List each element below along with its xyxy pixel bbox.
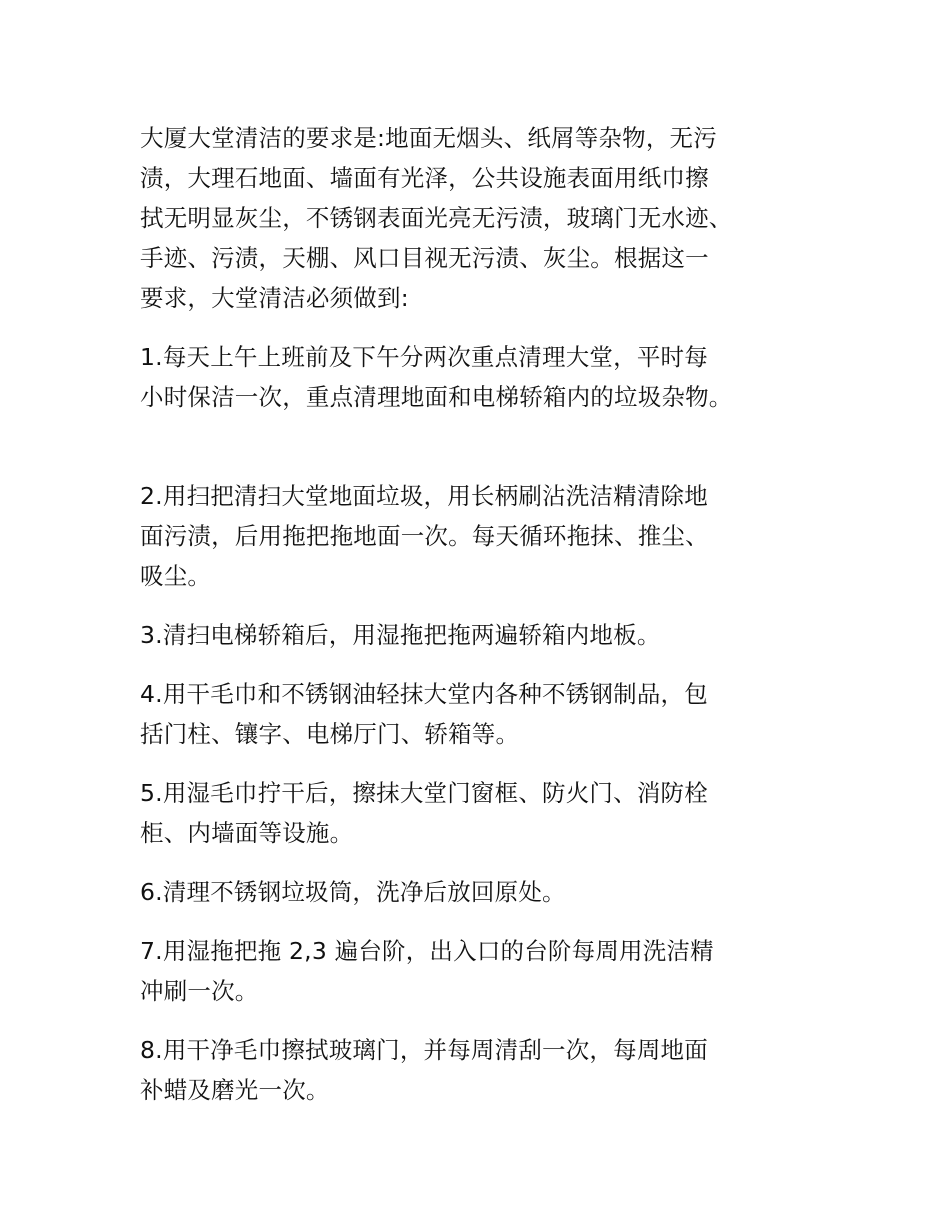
paragraph-intro [140,118,810,318]
text-line: 6.清理不锈钢垃圾筒，洗净后放回原处。 [140,878,566,906]
text-line: 7.用湿拖把拖 2,3 遍台阶，出入口的台阶每周用洗洁精 [140,937,714,965]
text-line: 4.用干毛巾和不锈钢油轻抹大堂内各种不锈钢制品，包 [140,680,708,708]
paragraph-item-2 [140,476,810,596]
text-line: 2.用扫把清扫大堂地面垃圾，用长柄刷沾洗洁精清除地 [140,482,708,510]
text-line: 5.用湿毛巾拧干后，擦抹大堂门窗框、防火门、消防栓 [140,779,708,807]
text-line: 柜、内墙面等设施。 [140,819,354,847]
document-body [140,118,810,1129]
text-line: 渍，大理石地面、墙面有光泽，公共设施表面用纸巾擦 [140,164,709,192]
text-line: 8.用干净毛巾擦拭玻璃门，并每周清刮一次，每周地面 [140,1036,708,1064]
text-line: 补蜡及磨光一次。 [140,1076,330,1104]
text-line: 小时保洁一次，重点清理地面和电梯轿箱内的垃圾杂物。 [140,383,733,411]
text-line: 括门柱、镶字、电梯厅门、轿箱等。 [140,720,520,748]
text-line: 冲刷一次。 [140,977,259,1005]
paragraph-item-4 [140,674,810,754]
paragraph-item-6 [140,872,810,912]
paragraph-item-7 [140,931,810,1011]
text-line: 面污渍，后用拖把拖地面一次。每天循环拖抹、推尘、 [140,522,709,550]
paragraph-item-3 [140,615,810,655]
text-line: 拭无明显灰尘，不锈钢表面光亮无污渍，玻璃门无水迹、 [140,204,733,232]
text-line: 要求，大堂清洁必须做到: [140,284,409,312]
paragraph-item-5 [140,773,810,853]
text-line: 手迹、污渍，天棚、风口目视无污渍、灰尘。根据这一 [140,244,709,272]
text-line: 1.每天上午上班前及下午分两次重点清理大堂，平时每 [140,343,708,371]
paragraph-item-8 [140,1030,810,1110]
text-line: 大厦大堂清洁的要求是:地面无烟头、纸屑等杂物，无污 [140,124,717,152]
text-line: 3.清扫电梯轿箱后，用湿拖把拖两遍轿箱内地板。 [140,621,661,649]
paragraph-item-1 [140,337,810,417]
text-line: 吸尘。 [140,562,212,590]
